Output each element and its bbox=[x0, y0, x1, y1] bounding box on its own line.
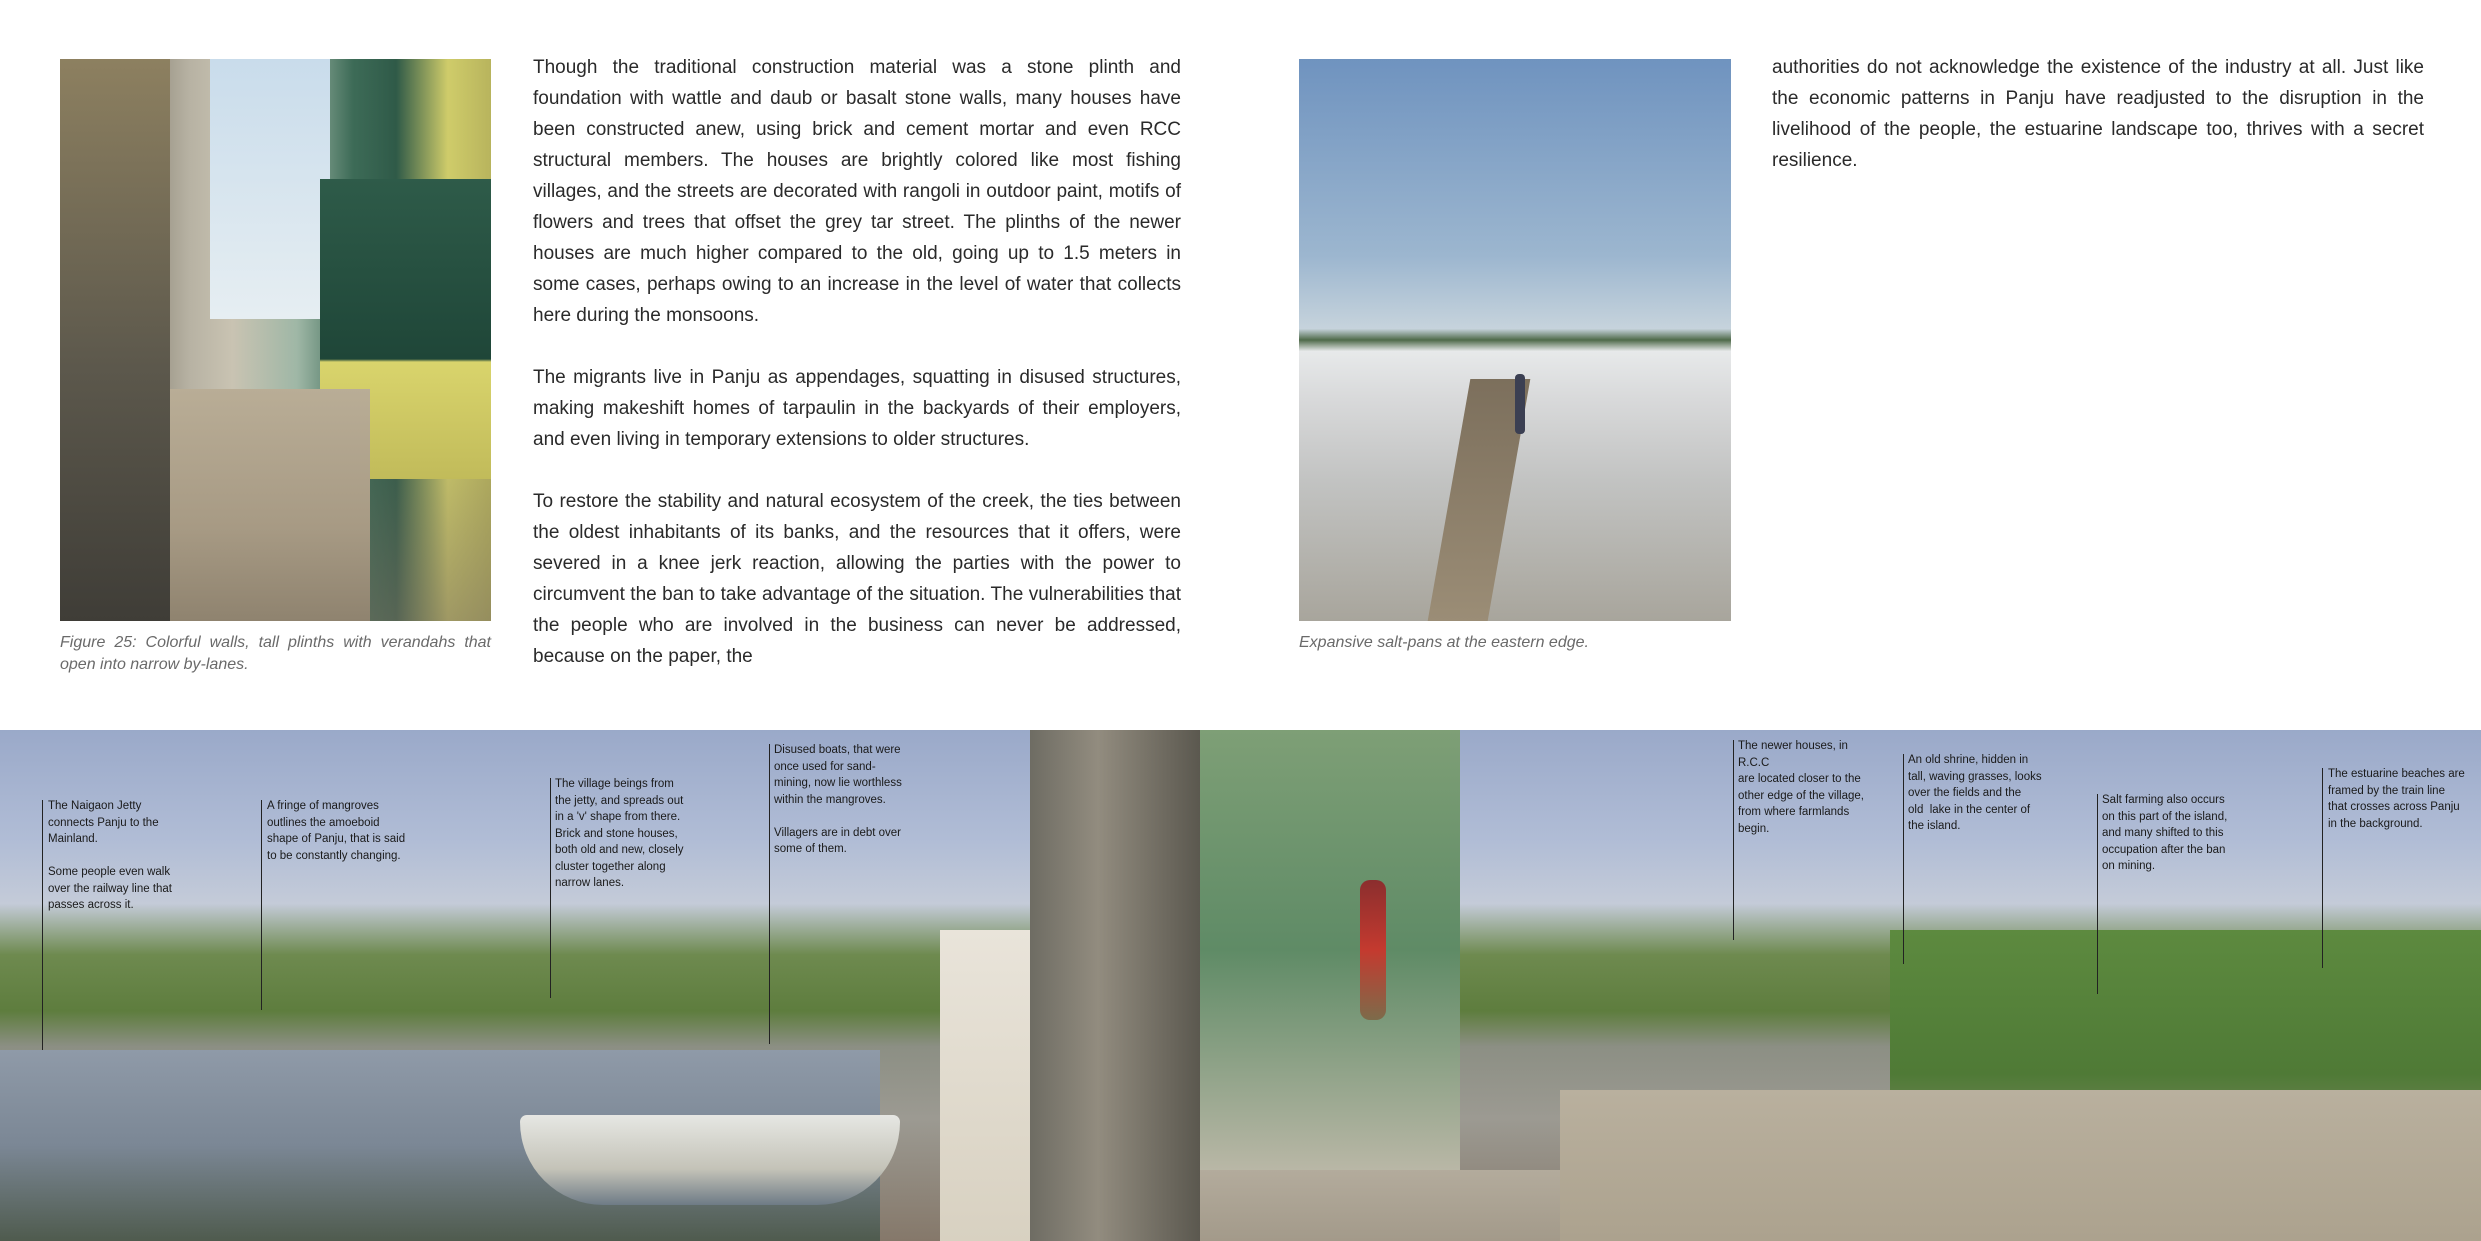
annotation-leader-line bbox=[2322, 768, 2323, 968]
annotation-leader-line bbox=[42, 800, 43, 1050]
panorama-house-wall bbox=[940, 930, 1040, 1241]
paragraph: authorities do not acknowledge the existence of the industry at all. Just like the economic patterns in Panju have readjusted to the disruption in the livelihood of the people, the estuarine landscape too, thrives with a secret resilience. bbox=[1772, 57, 2424, 171]
annotation-newer-houses: The newer houses, in R.C.C are located closer to the other edge of the village, from where farmlands begin. bbox=[1738, 740, 1864, 835]
panorama-woman-walking bbox=[1360, 880, 1386, 1020]
salt-pans-photo bbox=[1299, 59, 1731, 621]
annotation-leader-line bbox=[1733, 740, 1734, 940]
panorama-paved-path bbox=[1560, 1090, 2481, 1241]
annotation-disused-boats: Disused boats, that were once used for sand- mining, now lie worthless within the mangroves. Villagers are in debt over some of them. bbox=[774, 744, 902, 855]
annotation-leader-line bbox=[261, 800, 262, 1010]
paragraph: Though the traditional construction material was a stone plinth and foundation with wattle and daub or basalt stone walls, many houses have been constructed anew, using brick and cement mortar and even RCC structural members. The houses are brightly colored like most fishing villages, and the streets are decorated with rangoli in outdoor paint, motifs of flowers and trees that offset the grey tar street. The plinths of the newer houses are much higher compared to the old, going up to 1.5 meters in some cases, perhaps owing to an increase in the level of water that collects here during the monsoons. bbox=[533, 57, 1181, 326]
annotation-old-shrine: An old shrine, hidden in tall, waving grasses, looks over the fields and the old lake in the center of the island. bbox=[1908, 754, 2042, 832]
lane-wall-left bbox=[60, 59, 170, 621]
right-text-column bbox=[1772, 52, 2424, 207]
paragraph: To restore the stability and natural ecosystem of the creek, the ties between the oldest inhabitants of its banks, and the resources that it offers, were severed in a knee jerk reaction, allowing the parties with the power to circumvent the ban to take advantage of the situation. The vulnerabilities that the people who are involved in the business can never be addressed, because on the paper, the bbox=[533, 491, 1181, 667]
panorama-disused-boat bbox=[520, 1115, 900, 1205]
annotation-naigaon-jetty: The Naigaon Jetty connects Panju to the Mainland. Some people even walk over the railway line that passes across it. bbox=[48, 800, 173, 911]
annotation-village-layout: The village beings from the jetty, and spreads out in a 'v' shape from there. Brick and stone houses, both old and new, closely cluster together along narrow lanes. bbox=[555, 778, 684, 889]
figure-25-lane-photo bbox=[60, 59, 491, 621]
annotation-leader-line bbox=[550, 778, 551, 998]
lane-path bbox=[170, 389, 370, 621]
annotation-leader-line bbox=[2097, 794, 2098, 994]
annotation-leader-line bbox=[769, 744, 770, 1044]
salt-pan-person bbox=[1515, 374, 1525, 434]
panorama-stone-pillar bbox=[1030, 730, 1200, 1241]
village-panorama-photo bbox=[0, 730, 2481, 1241]
panorama-green-house bbox=[1200, 730, 1460, 1170]
lane-sky bbox=[210, 59, 330, 319]
left-text-column bbox=[533, 52, 1181, 703]
annotation-salt-farming: Salt farming also occurs on this part of the island, and many shifted to this occupation after the ban on mining. bbox=[2102, 794, 2228, 872]
annotation-mangroves: A fringe of mangroves outlines the amoeboid shape of Panju, that is said to be constantly changing. bbox=[267, 800, 406, 862]
paragraph: The migrants live in Panju as appendages, squatting in disused structures, making makeshift homes of tarpaulin in the backyards of their employers, and even living in temporary extensions to older structures. bbox=[533, 367, 1181, 450]
annotation-leader-line bbox=[1903, 754, 1904, 964]
figure-25-caption: Figure 25: Colorful walls, tall plinths with verandahs that open into narrow by-lanes. bbox=[60, 634, 491, 673]
annotation-estuarine-beaches: The estuarine beaches are framed by the train line that crosses across Panju in the background. bbox=[2328, 768, 2465, 830]
salt-pans-caption: Expansive salt-pans at the eastern edge. bbox=[1299, 634, 1589, 651]
